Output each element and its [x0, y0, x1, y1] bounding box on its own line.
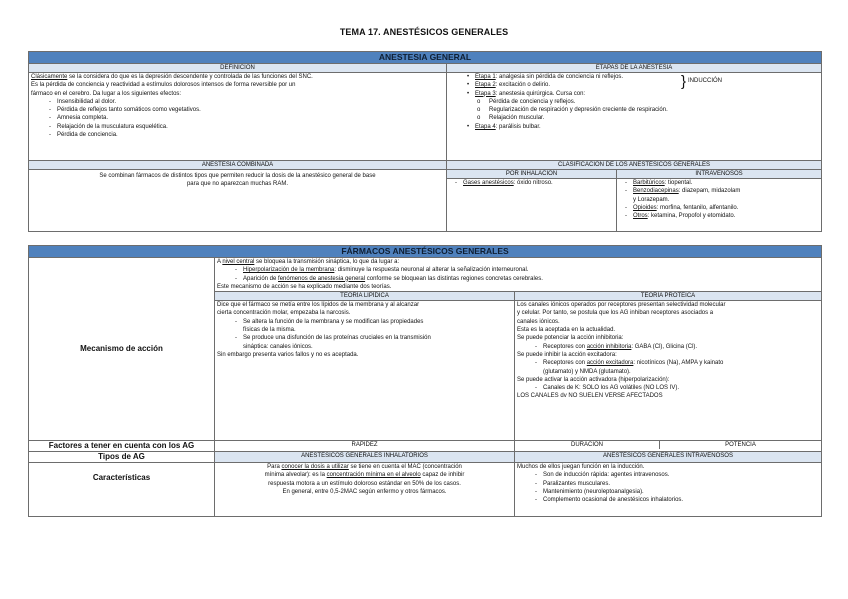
farmacos-table: [28, 245, 822, 517]
combinada-header: ANESTESIA COMBINADA: [29, 161, 447, 170]
clasificacion-header: CLASIFICACIÓN DE LOS ANESTÉSICOS GENERALES: [447, 161, 822, 170]
tipo-inhalatorios-header: ANESTÉSICOS GENERALES INHALATORIOS: [215, 452, 515, 463]
iv-caracteristica-item: - Paralizantes musculares.: [535, 480, 611, 487]
induccion-label: INDUCCIÓN: [688, 78, 723, 85]
etapa-3: • Etapa 3: anestesia quirúrgica. Cursa con:: [466, 90, 586, 97]
iv-caracteristica-item: - Complemento ocasional de anestésicos inhalatorios.: [535, 497, 684, 504]
page-title: TEMA 17. ANESTÉSICOS GENERALES: [339, 27, 509, 37]
section-band-anestesia-general: ANESTESIA GENERAL: [29, 52, 822, 64]
definicion-text-1: se la considera do que es la depresión descendente y controlada de las funciones del SNC.: [67, 74, 313, 80]
lipidica-bullet: - Se altera la función de la membrana y se modifican las propiedades físicas de la misma.: [235, 318, 424, 334]
otros-item: - Otros: ketamina, Propofol y etomidato.: [625, 213, 736, 220]
inhalacion-cell: [447, 179, 617, 232]
etapa-1: • Etapa 1: analgesia sin pérdida de conciencia ni reflejos.: [466, 74, 624, 80]
brace-icon: }: [681, 72, 687, 90]
etapa-3-item: o Pérdida de conciencia y reflejos.: [477, 98, 576, 105]
receptor-inhibitorio-item: - Receptores con acción inhibitoria: GABA (Cl), Glicina (Cl).: [535, 343, 698, 350]
etapa-2: • Etapa 2: excitación o delirio.: [466, 82, 551, 89]
effect-item: - Insensibilidad al dolor.: [49, 98, 117, 105]
effect-item: - Pérdida de conciencia.: [49, 132, 118, 139]
nivel-central-term: nivel central: [222, 259, 255, 265]
effect-item: - Relajación de la musculatura esquelética.: [49, 123, 168, 130]
etapa-3-item: o Relajación muscular.: [477, 115, 545, 122]
section-band-farmacos: FÁRMACOS ANESTÉSICOS GENERALES: [29, 246, 822, 258]
inhalacion-header: POR INHALACIÓN: [447, 170, 617, 179]
etapas-header: ETAPAS DE LA ANESTESIA: [447, 64, 822, 73]
definicion-text-2: Es la pérdida de conciencia y reactividad a estímulos dolorosos intensos de forma reversible por un: [31, 82, 296, 89]
factor-rapidez: RAPIDEZ: [215, 441, 515, 452]
combinada-cell: [29, 170, 447, 232]
effect-item: - Pérdida de reflejos tanto somáticos como vegetativos.: [49, 107, 201, 114]
etapas-cell: [447, 73, 822, 161]
factor-duracion: DURACIÓN: [515, 441, 660, 449]
combinada-text-1: Se combinan fármacos de distintos tipos que permiten reducir la dosis de la anestésico general de base: [99, 173, 376, 179]
factor-duracion-potencia: [515, 441, 822, 452]
teoria-lipidica-cell: Dice que el fármaco se metía entre los lípidos de la membrana y al alcanzar cierta concentración molar, empezaba la narcosis. - Se altera la función de la membrana y se modifican las propiedades físicas de la misma. - Se produce una disfunción de las proteínas cruciales en la transmisión sináptica: canales iónicos. Sin embargo presenta varios fallos y no es aceptada.: [215, 301, 515, 441]
anestesia-general-table: [28, 51, 822, 232]
canales-k-item: - Canales de K: SOLO los AG volátiles (NO LOS IV).: [535, 385, 680, 392]
definicion-cell: [29, 73, 447, 161]
etapa-4: • Etapa 4: parálisis bulbar.: [466, 123, 541, 130]
tipos-label: Tipos de AG: [29, 452, 215, 463]
factores-label: Factores a tener en cuenta con los AG: [29, 441, 215, 452]
mecanismo-label: Mecanismo de acción: [29, 258, 215, 441]
opioides-item: - Opioides: morfina, fentanilo, alfentanilo.: [625, 204, 739, 211]
intravenosos-header: INTRAVENOSOS: [617, 170, 822, 179]
iv-caracteristica-item: - Mantenimiento (neuroleptoanalgesia).: [535, 489, 644, 496]
inhalatorios-caracteristicas-cell: Para conocer la dosis a utilizar se tiene en cuenta el MAC (concentración mínima alveolar): es la concentración mínima en el alveolo capaz de inhibir respuesta motora a un estímulo doloroso estándar en 50% de los casos. En general, entre 0,5-2MAC según enfermo y otros fármacos.: [215, 463, 515, 517]
hiperpolarizacion-item: - Hiperpolarización de la membrana: disminuye la respuesta neuronal al alterar la señalización interneuronal.: [235, 267, 529, 274]
tipo-intravenosos-header: ANESTÉSICOS GENERALES INTRAVENOSOS: [515, 452, 822, 463]
intravenosos-caracteristicas-cell: Muchos de ellos juegan función en la inducción. - Son de inducción rápida: agentes intravenosos. - Paralizantes musculares. - Mantenimiento (neuroleptoanalgesia). - Complemento ocasional de anestésicos inhalatorios.: [515, 463, 822, 517]
combinada-text-2: para que no aparezcan muchas RAM.: [186, 181, 289, 188]
mecanismo-intro-cell: A nivel central se bloquea la transmisión sináptica, lo que da lugar a: - Hiperpolarización de la membrana: disminuye la respuesta neuronal al alterar la señalización interneuronal. - Aparición de fenómenos de anestesia general conforme se bloquean las distintas regiones concretas cerebrales. Este mecanismo de acción se ha explicado mediante dos teorías.: [215, 258, 822, 292]
factor-potencia: POTENCIA: [725, 442, 756, 449]
intravenosos-cell: [617, 179, 822, 232]
benzodiacepinas-item: - Benzodiacepinas: diazepam, midazolam y Lorazepam.: [625, 188, 741, 203]
teoria-proteica-header: TEORÍA PROTEICA: [515, 292, 822, 301]
definicion-term: Clásicamente: [31, 74, 68, 80]
definicion-header: DEFINICIÓN: [29, 64, 447, 73]
caracteristicas-label: Características: [29, 463, 215, 517]
teoria-proteica-cell: Los canales iónicos operados por receptores presentan selectividad molecular y celular. Por tanto, se postula que los AG inhiban receptores asociados a canales iónicos. Esta es la aceptada en la actualidad. Se puede potenciar la acción inhibitoria: - Receptores con acción inhibitoria: GABA (Cl), Glicina (Cl). Se puede inhibir la acción excitadora: - Receptores con acción excitadora: nicotínicos (Na), AMPA y kainato (glutamato) y NMDA (glutamato). Se puede activar la acción activadora (hiperpolarización): - Canales de K: SOLO los AG volátiles (NO LOS IV). LOS CANALES dv NO SUELEN VERSE AFECTADOS: [515, 301, 822, 441]
gases-item: - Gases anestésicos: óxido nitroso.: [455, 180, 553, 186]
definicion-text-3: fármaco en el cerebro. Da lugar a los siguientes efectos:: [31, 90, 182, 97]
teorias-text: Este mecanismo de acción se ha explicado mediante dos teorías.: [217, 283, 392, 290]
fenomenos-item: - Aparición de fenómenos de anestesia general conforme se bloquean las distintas regiones concretas cerebrales.: [235, 275, 543, 282]
lipidica-bullet: - Se produce una disfunción de las proteínas cruciales en la transmisión sináptica: canales iónicos.: [235, 335, 431, 350]
teoria-lipidica-header: TEORÍA LIPÍDICA: [215, 292, 515, 301]
etapa-3-item: o Regularización de respiración y depresión creciente de respiración.: [477, 107, 668, 114]
effect-item: - Amnesia completa.: [49, 115, 109, 122]
barbituricos-item: - Barbitúricos: tiopental.: [625, 180, 693, 186]
receptor-excitador-item: - Receptores con acción excitadora: nicotínicos (Na), AMPA y kainato (glutamato) y NMDA (glutamato).: [535, 360, 724, 375]
iv-caracteristica-item: - Son de inducción rápida: agentes intravenosos.: [535, 472, 670, 479]
